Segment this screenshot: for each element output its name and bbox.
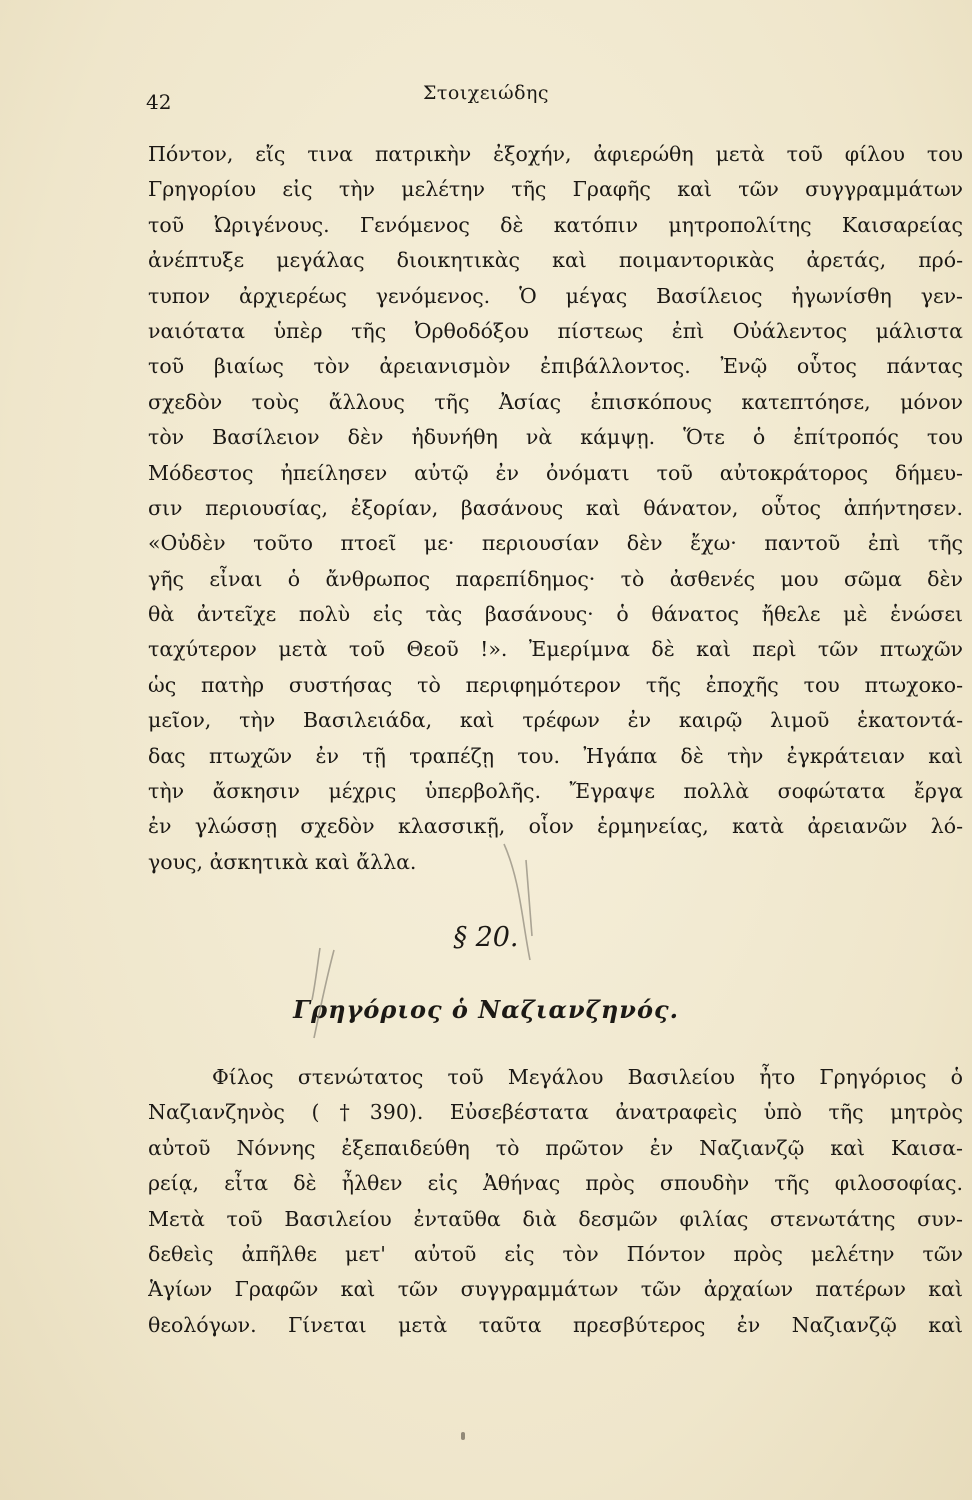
- text-line: Πόντον, εἴς τινα πατρικὴν ἐξοχήν, ἀφιερώθη μετὰ τοῦ φίλου του: [148, 142, 963, 166]
- text-line: ἐν γλώσσῃ σχεδὸν κλασσικῇ, οἷον ἑρμηνείας, κατὰ ἀρειανῶν λό-: [148, 814, 963, 839]
- text-line: Ἁγίων Γραφῶν καὶ τῶν συγγραμμάτων τῶν ἀρχαίων πατέρων καὶ: [148, 1277, 963, 1302]
- page-number: 42: [146, 90, 172, 114]
- text-line: τοῦ Ὠριγένους. Γενόμενος δὲ κατόπιν μητροπολίτης Καισαρείας: [148, 212, 963, 237]
- text-line: γους, ἀσκητικὰ καὶ ἄλλα.: [148, 849, 417, 874]
- text-line: Ναζιανζηνὸς (†390). Εὐσεβέστατα ἀνατραφεὶς ὑπὸ τῆς μητρὸς: [148, 1100, 963, 1125]
- text-line: δας πτωχῶν ἐν τῇ τραπέζῃ του. Ἠγάπα δὲ τὴν ἐγκράτειαν καὶ: [148, 743, 963, 768]
- section-number: § 20.: [453, 922, 519, 953]
- running-head: Στοιχειώδης: [422, 82, 550, 104]
- text-line: αὐτοῦ Νόννης ἐξεπαιδεύθη τὸ πρῶτον ἐν Ναζιανζῷ καὶ Καισα-: [148, 1135, 963, 1160]
- text-line: ναιότατα ὑπὲρ τῆς Ὀρθοδόξου πίστεως ἐπὶ Οὐάλεντος μάλιστα: [148, 318, 963, 343]
- text-line: δεθεὶς ἀπῆλθε μετ' αὐτοῦ εἰς τὸν Πόντον πρὸς μελέτην τῶν: [148, 1241, 963, 1266]
- text-line: σχεδὸν τοὺς ἄλλους τῆς Ἀσίας ἐπισκόπους κατεπτόησε, μόνον: [148, 389, 963, 414]
- text-line: «Οὐδὲν τοῦτο πτοεῖ με· περιουσίαν δὲν ἔχω· παντοῦ ἐπὶ τῆς: [148, 531, 963, 556]
- text-line: ἀνέπτυξε μεγάλας διοικητικὰς καὶ ποιμαντορικὰς ἀρετάς, πρό-: [148, 248, 963, 273]
- ink-speck: [461, 1432, 465, 1440]
- text-line: τοῦ βιαίως τὸν ἀρειανισμὸν ἐπιβάλλοντος. Ἐνῷ οὗτος πάντας: [148, 354, 963, 379]
- text-line: Μετὰ τοῦ Βασιλείου ἐνταῦθα διὰ δεσμῶν φιλίας στενωτάτης συν-: [148, 1206, 963, 1231]
- text-line: Μόδεστος ἠπείλησεν αὐτῷ ἐν ὀνόματι τοῦ αὐτοκράτορος δήμευ-: [148, 460, 963, 485]
- text-line: σιν περιουσίας, ἐξορίαν, βασάνους καὶ θάνατον, οὗτος ἀπήντησεν.: [148, 495, 963, 520]
- paragraph-gregory: [148, 1060, 963, 1343]
- text-line: ὡς πατὴρ συστήσας τὸ περιφημότερον τῆς ἐποχῆς του πτωχοκο-: [148, 672, 963, 697]
- text-line: Γρηγορίου εἰς τὴν μελέτην τῆς Γραφῆς καὶ τῶν συγγραμμάτων: [148, 177, 963, 202]
- text-line: τὴν ἄσκησιν μέχρις ὑπερβολῆς. Ἔγραψε πολλὰ σοφώτατα ἔργα: [148, 779, 963, 804]
- text-line: τὸν Βασίλειον δὲν ἠδυνήθη νὰ κάμψῃ. Ὅτε ὁ ἐπίτροπός του: [148, 425, 963, 450]
- text-line: μεῖον, τὴν Βασιλειάδα, καὶ τρέφων ἐν καιρῷ λιμοῦ ἑκατοντά-: [148, 708, 963, 733]
- text-line: θεολόγων. Γίνεται μετὰ ταῦτα πρεσβύτερος ἐν Ναζιανζῷ καὶ: [148, 1312, 963, 1337]
- text-line: ταχύτερον μετὰ τοῦ Θεοῦ !». Ἐμερίμνα δὲ καὶ περὶ τῶν πτωχῶν: [148, 637, 963, 662]
- paragraph-basil: [148, 137, 963, 880]
- text-line: θὰ ἀντεῖχε πολὺ εἰς τὰς βασάνους· ὁ θάνατος ἤθελε μὲ ἑνώσει: [148, 602, 963, 627]
- text-line: τυπον ἀρχιερέως γενόμενος. Ὁ μέγας Βασίλειος ἠγωνίσθη γεν-: [148, 283, 963, 308]
- text-line: γῆς εἶναι ὁ ἄνθρωπος παρεπίδημος· τὸ ἀσθενές μου σῶμα δὲν: [148, 566, 963, 591]
- section-title: Γρηγόριος ὁ Ναζιανζηνός.: [293, 995, 679, 1024]
- text-line: ρείᾳ, εἶτα δὲ ἦλθεν εἰς Ἀθήνας πρὸς σπουδὴν τῆς φιλοσοφίας.: [148, 1171, 963, 1196]
- text-line: Φίλος στενώτατος τοῦ Μεγάλου Βασιλείου ἦτο Γρηγόριος ὁ: [212, 1065, 963, 1089]
